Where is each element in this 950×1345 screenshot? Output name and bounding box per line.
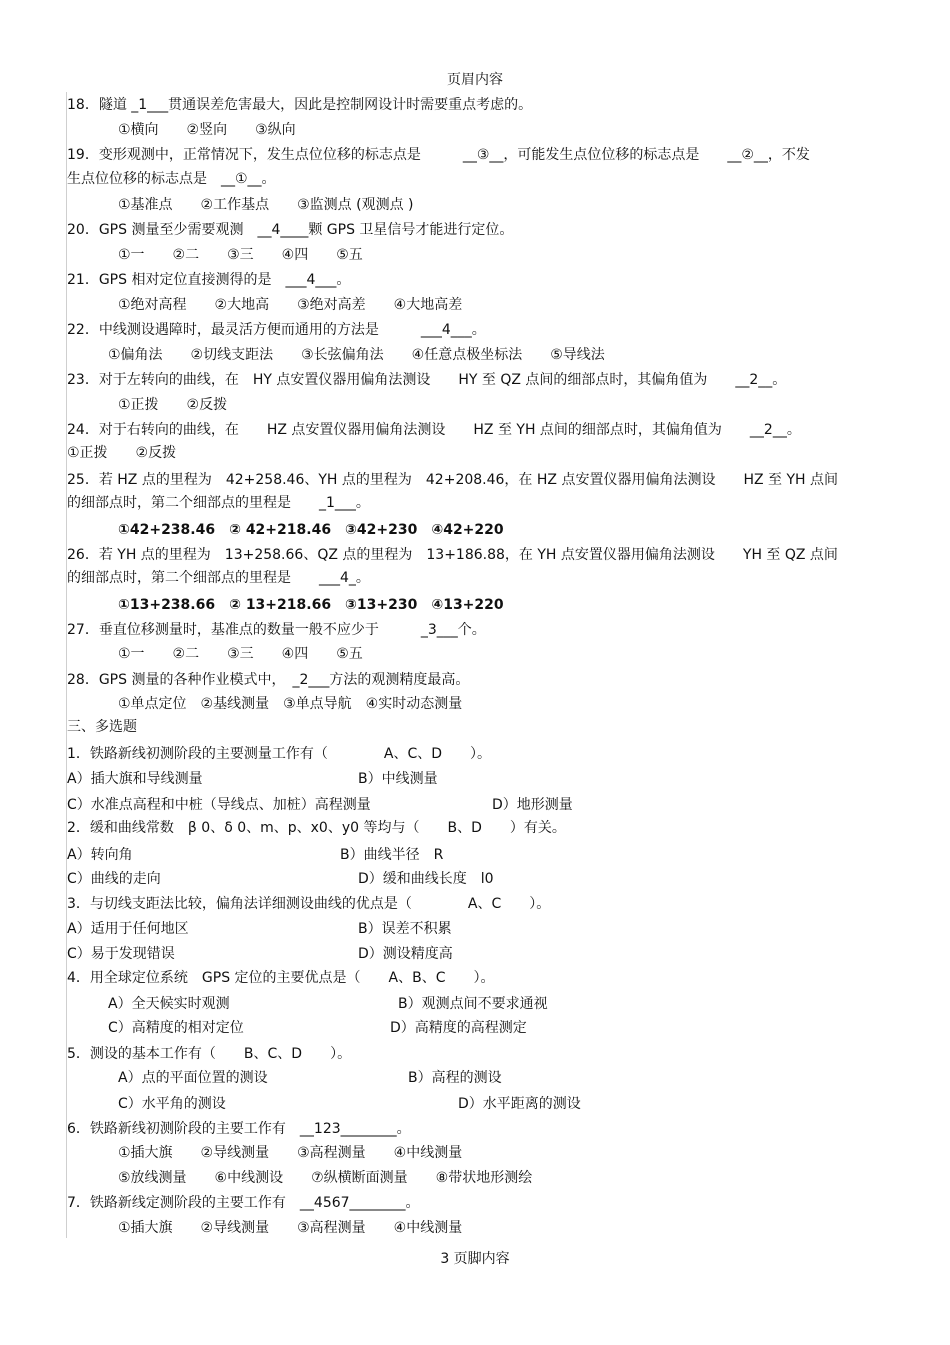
multi-5-option-a: A）点的平面位置的测设 (118, 1070, 268, 1086)
options-27: ①一 ②二 ③三 ④四 ⑤五 (118, 646, 363, 662)
multi-question-6: 6．铁路新线初测阶段的主要工作有 __123________。 (67, 1121, 411, 1137)
multi-1-option-c: C）水准点高程和中桩（导线点、加桩）高程测量 (67, 797, 371, 813)
question-26-line2: 的细部点时，第二个细部点的里程是 ___4_。 (67, 570, 370, 586)
multi-3-option-d: D）测设精度高 (358, 946, 453, 962)
multi-2-option-b: B）曲线半径 R (340, 847, 444, 863)
options-20: ①一 ②二 ③三 ④四 ⑤五 (118, 247, 363, 263)
multi-question-3: 3．与切线支距法比较，偏角法详细测设曲线的优点是（ A、C ）。 (67, 896, 551, 912)
options-26: ①13+238.66 ② 13+218.66 ③13+230 ④13+220 (118, 597, 504, 613)
multi-4-option-c: C）高精度的相对定位 (108, 1020, 244, 1036)
multi-3-option-c: C）易于发现错误 (67, 946, 175, 962)
question-18: 18．隧道 _1___贯通误差危害最大，因此是控制网设计时需要重点考虑的。 (67, 97, 533, 113)
question-27: 27．垂直位移测量时，基准点的数量一般不应少于 _3___个。 (67, 622, 486, 638)
section-heading-multi-choice: 三、多选题 (67, 719, 137, 735)
multi-1-option-d: D）地形测量 (492, 797, 573, 813)
multi-1-option-a: A）插大旗和导线测量 (67, 771, 203, 787)
question-25-line2: 的细部点时，第二个细部点的里程是 _1___。 (67, 495, 370, 511)
page-footer: 3 页脚内容 (440, 1251, 510, 1267)
multi-5-option-d: D）水平距离的测设 (458, 1096, 581, 1112)
options-18: ①横向 ②竖向 ③纵向 (118, 122, 296, 138)
multi-3-option-b: B）误差不积累 (358, 921, 452, 937)
question-28: 28．GPS 测量的各种作业模式中， _2___方法的观测精度最高。 (67, 672, 470, 688)
multi-3-option-a: A）适用于任何地区 (67, 921, 189, 937)
multi-2-option-a: A）转向角 (67, 847, 133, 863)
question-19-line2: 生点位位移的标志点是 __①__。 (67, 171, 276, 187)
question-20: 20．GPS 测量至少需要观测 __4____颗 GPS 卫星信号才能进行定位。 (67, 222, 514, 238)
multi-question-7: 7．铁路新线定测阶段的主要工作有 __4567________。 (67, 1195, 420, 1211)
question-19-line1: 19．变形观测中，正常情况下，发生点位位移的标志点是 __③__，可能发生点位位移的标志点是 __②__，不发 (67, 147, 810, 163)
question-21: 21．GPS 相对定位直接测得的是 ___4___。 (67, 272, 351, 288)
multi-7-options-row1: ①插大旗 ②导线测量 ③高程测量 ④中线测量 (118, 1220, 463, 1236)
margin-rule (66, 92, 67, 1238)
options-21: ①绝对高程 ②大地高 ③绝对高差 ④大地高差 (118, 297, 463, 313)
multi-question-4: 4．用全球定位系统 GPS 定位的主要优点是（ A、B、C ）。 (67, 970, 495, 986)
question-23: 23．对于左转向的曲线，在 HY 点安置仪器用偏角法测设 HY 至 QZ 点间的细部点时，其偏角值为 __2__。 (67, 372, 787, 388)
multi-question-2: 2．缓和曲线常数 β 0、δ 0、m、p、x0、y0 等均与（ B、D ）有关。 (67, 820, 566, 836)
options-23: ①正拨 ②反拨 (118, 397, 228, 413)
multi-2-option-c: C）曲线的走向 (67, 871, 161, 887)
question-24: 24．对于右转向的曲线，在 HZ 点安置仪器用偏角法测设 HZ 至 YH 点间的细部点时，其偏角值为 __2__。 (67, 422, 801, 438)
multi-4-option-d: D）高精度的高程测定 (390, 1020, 527, 1036)
multi-5-option-b: B）高程的测设 (408, 1070, 502, 1086)
multi-6-options-row1: ①插大旗 ②导线测量 ③高程测量 ④中线测量 (118, 1145, 463, 1161)
question-22: 22．中线测设遇障时，最灵活方便而通用的方法是 ___4___。 (67, 322, 486, 338)
multi-4-option-b: B）观测点间不要求通视 (398, 996, 548, 1012)
options-25: ①42+238.46 ② 42+218.46 ③42+230 ④42+220 (118, 522, 504, 538)
question-25-line1: 25．若 HZ 点的里程为 42+258.46、YH 点的里程为 42+208.46，在 HZ 点安置仪器用偏角法测设 HZ 至 YH 点间 (67, 472, 838, 488)
multi-1-option-b: B）中线测量 (358, 771, 438, 787)
options-28: ①单点定位 ②基线测量 ③单点导航 ④实时动态测量 (118, 696, 463, 712)
multi-question-5: 5．测设的基本工作有（ B、C、D ）。 (67, 1046, 352, 1062)
multi-4-option-a: A）全天候实时观测 (108, 996, 230, 1012)
multi-question-1: 1．铁路新线初测阶段的主要测量工作有（ A、C、D ）。 (67, 746, 492, 762)
page-header: 页眉内容 (447, 72, 503, 88)
question-26-line1: 26．若 YH 点的里程为 13+258.66、QZ 点的里程为 13+186.88，在 YH 点安置仪器用偏角法测设 YH 至 QZ 点间 (67, 547, 838, 563)
multi-2-option-d: D）缓和曲线长度 l0 (358, 871, 494, 887)
options-19: ①基准点 ②工作基点 ③监测点 (观测点 ) (118, 197, 414, 213)
options-24: ①正拨 ②反拨 (67, 445, 177, 461)
multi-6-options-row2: ⑤放线测量 ⑥中线测设 ⑦纵横断面测量 ⑧带状地形测绘 (118, 1170, 533, 1186)
options-22: ①偏角法 ②切线支距法 ③长弦偏角法 ④任意点极坐标法 ⑤导线法 (108, 347, 605, 363)
multi-5-option-c: C）水平角的测设 (118, 1096, 226, 1112)
